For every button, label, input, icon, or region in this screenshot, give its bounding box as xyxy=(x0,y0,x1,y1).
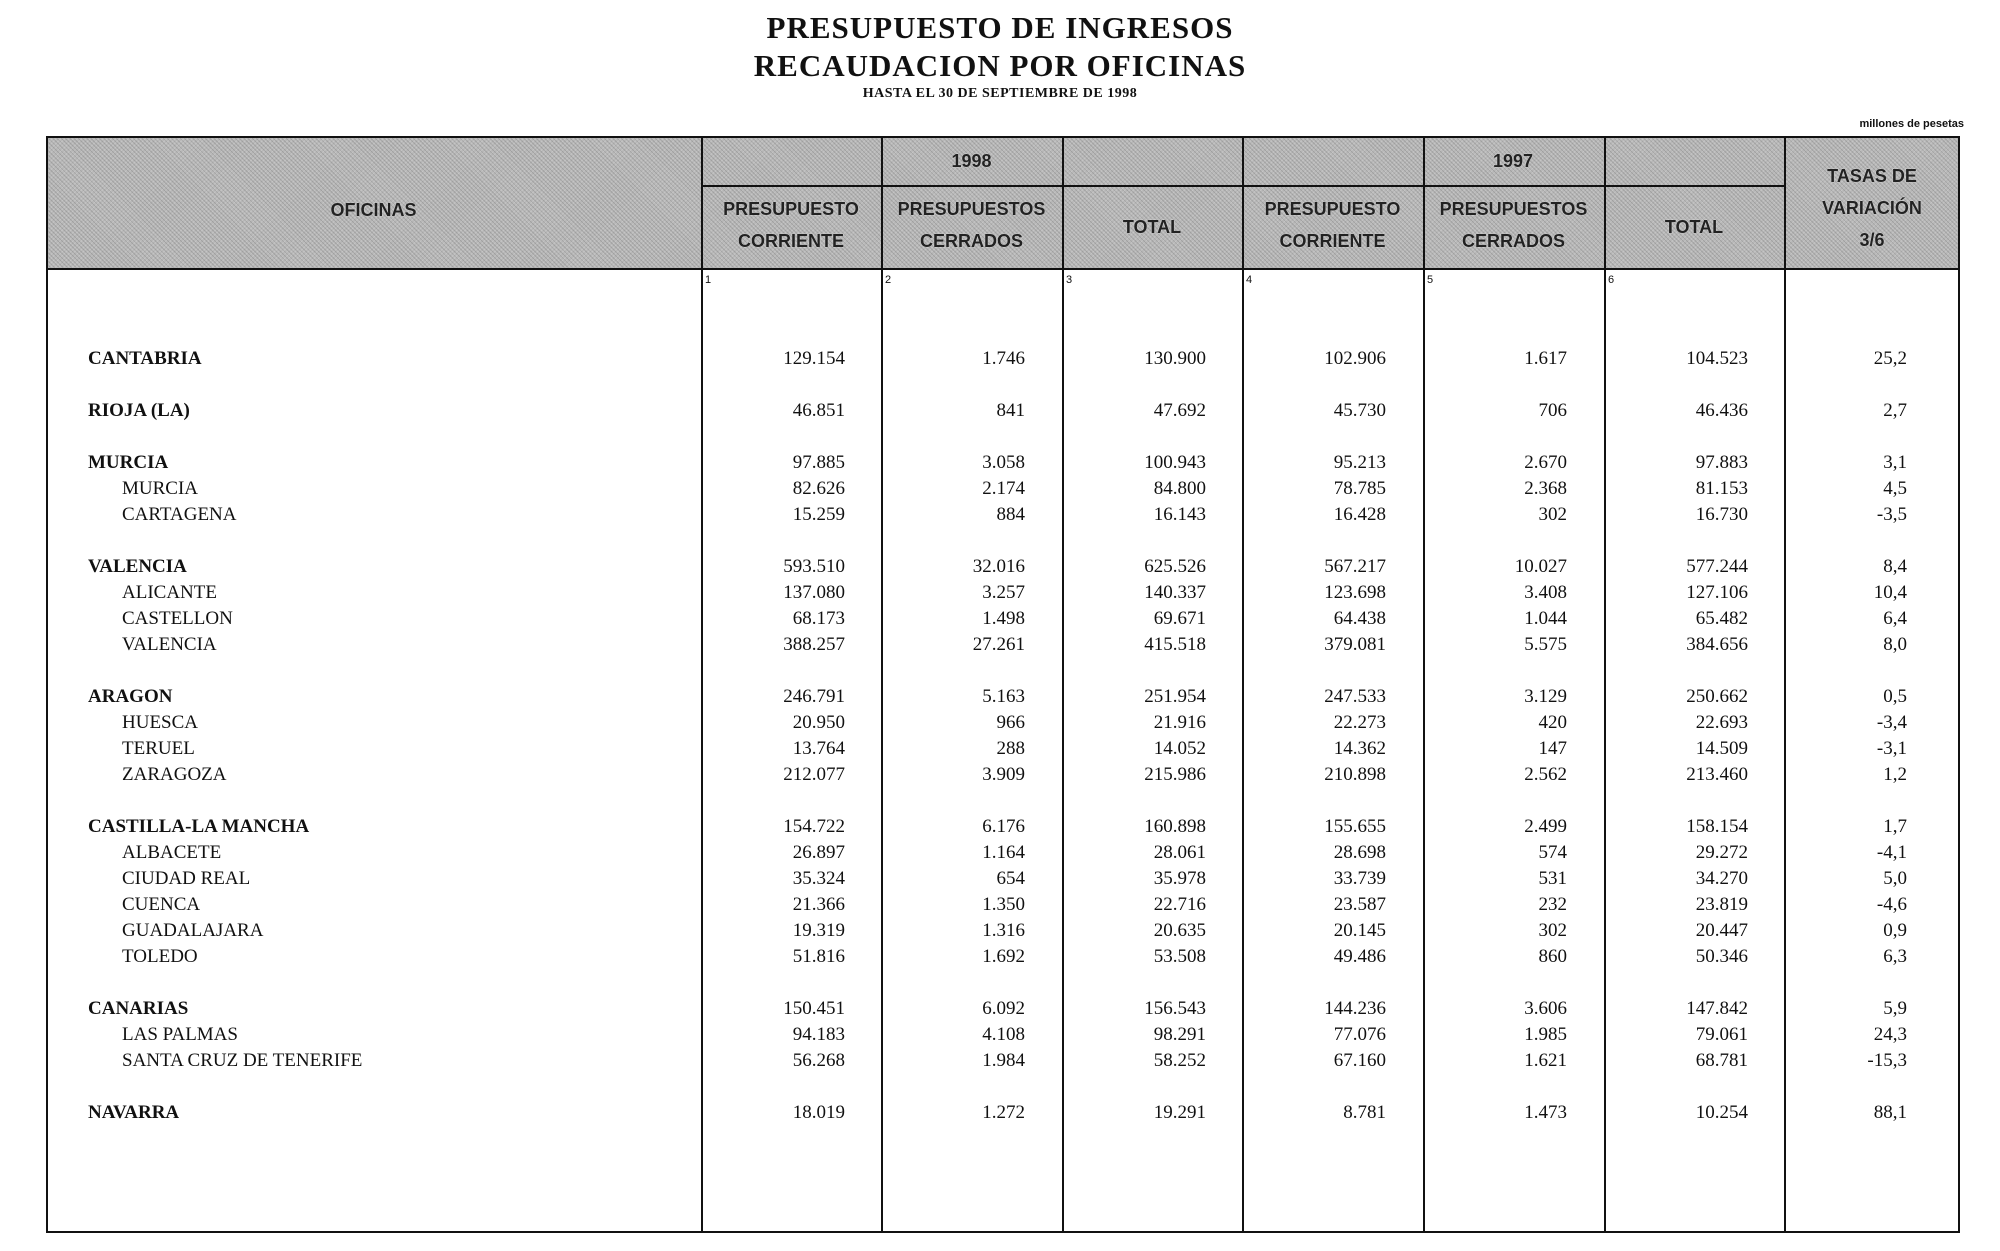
cell-pres-corriente-1997: 123.698 xyxy=(1324,582,1386,603)
cell-tasa-variacion: 6,4 xyxy=(1883,608,1907,629)
cell-tasa-variacion: 88,1 xyxy=(1873,1102,1907,1123)
cell-tasa-variacion: 1,2 xyxy=(1883,764,1907,785)
table-row-group xyxy=(0,996,2000,1022)
cell-tasa-variacion: 5,0 xyxy=(1883,868,1907,889)
cell-pres-corriente-1997: 210.898 xyxy=(1324,764,1386,785)
cell-pres-corriente-1998: 94.183 xyxy=(792,1024,845,1045)
cell-tasa-variacion: 10,4 xyxy=(1873,582,1907,603)
office-name: LAS PALMAS xyxy=(122,1024,238,1045)
cell-total-1997: 22.693 xyxy=(1695,712,1748,733)
office-name: TOLEDO xyxy=(122,946,198,967)
table-row xyxy=(0,710,2000,736)
office-name: MURCIA xyxy=(88,452,169,473)
cell-pres-corriente-1997: 247.533 xyxy=(1324,686,1386,707)
office-name: CIUDAD REAL xyxy=(122,868,251,889)
cell-total-1997: 97.883 xyxy=(1695,452,1748,473)
cell-pres-corriente-1997: 23.587 xyxy=(1333,894,1386,915)
cell-pres-corriente-1998: 137.080 xyxy=(783,582,845,603)
cell-total-1997: 81.153 xyxy=(1695,478,1748,499)
cell-pres-corriente-1998: 51.816 xyxy=(792,946,845,967)
cell-pres-corriente-1997: 8.781 xyxy=(1343,1102,1386,1123)
cell-pres-corriente-1997: 379.081 xyxy=(1324,634,1386,655)
cell-total-1997: 14.509 xyxy=(1695,738,1748,759)
cell-total-1998: 415.518 xyxy=(1144,634,1206,655)
office-name: CANTABRIA xyxy=(88,348,202,369)
cell-pres-corriente-1997: 67.160 xyxy=(1333,1050,1386,1071)
header-line: 3/6 xyxy=(1859,230,1885,250)
table-row xyxy=(0,866,2000,892)
cell-pres-corriente-1998: 15.259 xyxy=(792,504,845,525)
cell-tasa-variacion: 8,4 xyxy=(1883,556,1907,577)
header-line: CERRADOS xyxy=(919,231,1023,251)
cell-pres-corriente-1997: 22.273 xyxy=(1333,712,1386,733)
cell-tasa-variacion: 4,5 xyxy=(1883,478,1907,499)
cell-pres-corriente-1998: 388.257 xyxy=(783,634,845,655)
cell-pres-corriente-1998: 26.897 xyxy=(792,842,845,863)
header-pres-corriente-1997 xyxy=(1242,193,1423,257)
table-row-group xyxy=(0,554,2000,580)
cell-pres-cerrados-1997: 1.617 xyxy=(1524,348,1567,369)
office-name: HUESCA xyxy=(122,712,199,733)
cell-pres-cerrados-1997: 302 xyxy=(1538,920,1567,941)
col-number: 6 xyxy=(1608,274,1615,286)
cell-pres-cerrados-1997: 3.408 xyxy=(1524,582,1567,603)
cell-total-1997: 384.656 xyxy=(1686,634,1748,655)
cell-total-1997: 29.272 xyxy=(1695,842,1748,863)
cell-pres-cerrados-1997: 5.575 xyxy=(1524,634,1567,655)
cell-tasa-variacion: 1,7 xyxy=(1883,816,1907,837)
cell-total-1998: 28.061 xyxy=(1153,842,1206,863)
cell-pres-corriente-1998: 129.154 xyxy=(783,348,845,369)
cell-pres-cerrados-1998: 32.016 xyxy=(972,556,1025,577)
cell-pres-cerrados-1998: 5.163 xyxy=(982,686,1025,707)
office-name: NAVARRA xyxy=(88,1102,180,1123)
cell-total-1997: 50.346 xyxy=(1695,946,1748,967)
cell-pres-corriente-1997: 102.906 xyxy=(1324,348,1386,369)
cell-pres-cerrados-1998: 1.746 xyxy=(982,348,1025,369)
cell-pres-cerrados-1998: 1.350 xyxy=(982,894,1025,915)
cell-tasa-variacion: -3,4 xyxy=(1876,712,1907,733)
cell-pres-cerrados-1998: 1.692 xyxy=(982,946,1025,967)
cell-pres-cerrados-1998: 6.092 xyxy=(982,998,1025,1019)
cell-pres-cerrados-1997: 1.044 xyxy=(1524,608,1567,629)
cell-total-1998: 69.671 xyxy=(1153,608,1206,629)
cell-pres-corriente-1998: 19.319 xyxy=(792,920,845,941)
cell-pres-cerrados-1997: 147 xyxy=(1538,738,1567,759)
header-tasas-variacion xyxy=(1784,160,1960,256)
cell-pres-cerrados-1997: 2.368 xyxy=(1524,478,1567,499)
office-name: CARTAGENA xyxy=(122,504,237,525)
cell-pres-corriente-1998: 68.173 xyxy=(792,608,845,629)
table-row xyxy=(0,476,2000,502)
cell-pres-cerrados-1997: 574 xyxy=(1538,842,1567,863)
cell-pres-cerrados-1997: 302 xyxy=(1538,504,1567,525)
cell-pres-cerrados-1997: 3.129 xyxy=(1524,686,1567,707)
cell-pres-cerrados-1997: 2.670 xyxy=(1524,452,1567,473)
cell-total-1997: 127.106 xyxy=(1686,582,1748,603)
cell-pres-cerrados-1997: 232 xyxy=(1538,894,1567,915)
cell-tasa-variacion: 24,3 xyxy=(1873,1024,1907,1045)
cell-pres-corriente-1997: 45.730 xyxy=(1333,400,1386,421)
header-line: TASAS DE xyxy=(1827,166,1917,186)
table-row-group xyxy=(0,814,2000,840)
cell-total-1998: 19.291 xyxy=(1153,1102,1206,1123)
cell-pres-cerrados-1997: 1.985 xyxy=(1524,1024,1567,1045)
cell-pres-cerrados-1998: 3.058 xyxy=(982,452,1025,473)
cell-pres-cerrados-1998: 1.498 xyxy=(982,608,1025,629)
col-number: 2 xyxy=(885,274,892,286)
cell-pres-corriente-1997: 64.438 xyxy=(1333,608,1386,629)
office-name: RIOJA (LA) xyxy=(88,400,190,421)
cell-total-1998: 215.986 xyxy=(1144,764,1206,785)
cell-pres-corriente-1998: 593.510 xyxy=(783,556,845,577)
office-name: CANARIAS xyxy=(88,998,189,1019)
cell-pres-corriente-1997: 28.698 xyxy=(1333,842,1386,863)
header-pres-corriente-1998 xyxy=(701,193,881,257)
cell-total-1997: 104.523 xyxy=(1686,348,1748,369)
cell-total-1998: 98.291 xyxy=(1153,1024,1206,1045)
cell-tasa-variacion: 0,9 xyxy=(1883,920,1907,941)
cell-pres-corriente-1998: 212.077 xyxy=(783,764,845,785)
office-name: MURCIA xyxy=(122,478,199,499)
cell-pres-corriente-1998: 246.791 xyxy=(783,686,845,707)
cell-pres-corriente-1997: 16.428 xyxy=(1333,504,1386,525)
cell-pres-corriente-1997: 95.213 xyxy=(1333,452,1386,473)
cell-pres-cerrados-1998: 27.261 xyxy=(972,634,1025,655)
header-line: PRESUPUESTOS xyxy=(897,199,1046,219)
cell-total-1998: 22.716 xyxy=(1153,894,1206,915)
header-line: CORRIENTE xyxy=(1279,231,1386,251)
cell-total-1998: 14.052 xyxy=(1153,738,1206,759)
table-row xyxy=(0,502,2000,528)
cell-pres-cerrados-1997: 2.562 xyxy=(1524,764,1567,785)
header-total-1997: TOTAL xyxy=(1664,217,1724,237)
office-name: ZARAGOZA xyxy=(122,764,227,785)
cell-total-1998: 84.800 xyxy=(1153,478,1206,499)
cell-total-1998: 47.692 xyxy=(1153,400,1206,421)
cell-tasa-variacion: 0,5 xyxy=(1883,686,1907,707)
table-row-group xyxy=(0,398,2000,424)
header-pres-cerrados-1997 xyxy=(1423,193,1604,257)
cell-pres-cerrados-1997: 1.621 xyxy=(1524,1050,1567,1071)
table-row-group xyxy=(0,684,2000,710)
cell-pres-corriente-1998: 35.324 xyxy=(792,868,845,889)
cell-pres-corriente-1998: 13.764 xyxy=(792,738,845,759)
cell-total-1997: 79.061 xyxy=(1695,1024,1748,1045)
cell-total-1997: 46.436 xyxy=(1695,400,1748,421)
cell-total-1997: 65.482 xyxy=(1695,608,1748,629)
cell-pres-cerrados-1997: 860 xyxy=(1538,946,1567,967)
office-name: TERUEL xyxy=(122,738,195,759)
cell-pres-cerrados-1997: 420 xyxy=(1538,712,1567,733)
report-date: HASTA EL 30 DE SEPTIEMBRE DE 1998 xyxy=(862,86,1138,101)
cell-total-1998: 20.635 xyxy=(1153,920,1206,941)
cell-total-1997: 158.154 xyxy=(1686,816,1748,837)
table-row xyxy=(0,632,2000,658)
header-pres-cerrados-1998 xyxy=(881,193,1062,257)
cell-pres-cerrados-1997: 706 xyxy=(1538,400,1567,421)
cell-total-1997: 577.244 xyxy=(1686,556,1748,577)
report-subtitle: RECAUDACION POR OFICINAS xyxy=(753,48,1247,83)
cell-pres-corriente-1998: 56.268 xyxy=(792,1050,845,1071)
cell-total-1998: 140.337 xyxy=(1144,582,1206,603)
cell-pres-cerrados-1998: 1.984 xyxy=(982,1050,1025,1071)
units-note: millones de pesetas xyxy=(1859,118,1964,130)
cell-total-1998: 58.252 xyxy=(1153,1050,1206,1071)
cell-tasa-variacion: -3,1 xyxy=(1876,738,1907,759)
cell-total-1997: 16.730 xyxy=(1695,504,1748,525)
cell-pres-cerrados-1998: 1.272 xyxy=(982,1102,1025,1123)
cell-total-1998: 16.143 xyxy=(1153,504,1206,525)
col-number: 1 xyxy=(705,274,712,286)
table-row xyxy=(0,944,2000,970)
cell-tasa-variacion: -3,5 xyxy=(1876,504,1907,525)
cell-tasa-variacion: 3,1 xyxy=(1883,452,1907,473)
cell-pres-cerrados-1998: 1.316 xyxy=(982,920,1025,941)
cell-pres-corriente-1997: 567.217 xyxy=(1324,556,1386,577)
office-name: ALBACETE xyxy=(122,842,222,863)
cell-pres-corriente-1998: 150.451 xyxy=(783,998,845,1019)
cell-total-1997: 147.842 xyxy=(1686,998,1748,1019)
cell-total-1997: 250.662 xyxy=(1686,686,1748,707)
cell-total-1998: 251.954 xyxy=(1144,686,1206,707)
header-year-1998: 1998 xyxy=(951,151,992,171)
table-row xyxy=(0,606,2000,632)
table-row xyxy=(0,1022,2000,1048)
cell-total-1998: 130.900 xyxy=(1144,348,1206,369)
table-row xyxy=(0,580,2000,606)
cell-pres-corriente-1997: 77.076 xyxy=(1333,1024,1386,1045)
cell-total-1997: 34.270 xyxy=(1695,868,1748,889)
cell-pres-corriente-1997: 14.362 xyxy=(1333,738,1386,759)
cell-pres-cerrados-1997: 531 xyxy=(1538,868,1567,889)
table-row xyxy=(0,918,2000,944)
cell-total-1998: 625.526 xyxy=(1144,556,1206,577)
cell-pres-corriente-1997: 78.785 xyxy=(1333,478,1386,499)
cell-tasa-variacion: 6,3 xyxy=(1883,946,1907,967)
cell-pres-cerrados-1998: 4.108 xyxy=(982,1024,1025,1045)
header-oficinas: OFICINAS xyxy=(330,200,417,220)
cell-tasa-variacion: 8,0 xyxy=(1883,634,1907,655)
table-row xyxy=(0,736,2000,762)
header-line: CERRADOS xyxy=(1461,231,1565,251)
cell-pres-corriente-1997: 144.236 xyxy=(1324,998,1386,1019)
cell-pres-corriente-1998: 21.366 xyxy=(792,894,845,915)
col-number: 3 xyxy=(1066,274,1073,286)
office-name: ARAGON xyxy=(88,686,173,707)
cell-pres-corriente-1998: 154.722 xyxy=(783,816,845,837)
cell-total-1997: 68.781 xyxy=(1695,1050,1748,1071)
cell-pres-cerrados-1997: 10.027 xyxy=(1514,556,1567,577)
cell-total-1998: 160.898 xyxy=(1144,816,1206,837)
table-row xyxy=(0,762,2000,788)
col-number: 4 xyxy=(1246,274,1253,286)
table-row-group xyxy=(0,1100,2000,1126)
table-row-group xyxy=(0,450,2000,476)
cell-pres-cerrados-1997: 3.606 xyxy=(1524,998,1567,1019)
cell-total-1997: 20.447 xyxy=(1695,920,1748,941)
table-row-group xyxy=(0,346,2000,372)
cell-total-1998: 53.508 xyxy=(1153,946,1206,967)
col-number: 5 xyxy=(1427,274,1434,286)
table-row xyxy=(0,892,2000,918)
cell-total-1998: 100.943 xyxy=(1144,452,1206,473)
cell-pres-corriente-1998: 46.851 xyxy=(792,400,845,421)
cell-pres-cerrados-1997: 1.473 xyxy=(1524,1102,1567,1123)
cell-pres-cerrados-1998: 654 xyxy=(996,868,1025,889)
cell-pres-cerrados-1998: 966 xyxy=(996,712,1025,733)
cell-tasa-variacion: 2,7 xyxy=(1883,400,1907,421)
cell-tasa-variacion: -15,3 xyxy=(1867,1050,1907,1071)
header-year-1997: 1997 xyxy=(1492,151,1534,171)
cell-total-1998: 156.543 xyxy=(1144,998,1206,1019)
cell-pres-cerrados-1998: 884 xyxy=(996,504,1025,525)
cell-total-1997: 23.819 xyxy=(1695,894,1748,915)
cell-pres-cerrados-1998: 2.174 xyxy=(982,478,1025,499)
year-divider xyxy=(701,185,1784,187)
office-name: SANTA CRUZ DE TENERIFE xyxy=(122,1050,363,1071)
office-name: CUENCA xyxy=(122,894,201,915)
cell-pres-corriente-1998: 18.019 xyxy=(792,1102,845,1123)
cell-tasa-variacion: 25,2 xyxy=(1873,348,1907,369)
cell-total-1997: 10.254 xyxy=(1695,1102,1748,1123)
cell-pres-corriente-1998: 82.626 xyxy=(792,478,845,499)
table-row xyxy=(0,1048,2000,1074)
cell-total-1998: 21.916 xyxy=(1153,712,1206,733)
office-name: VALENCIA xyxy=(122,634,217,655)
cell-tasa-variacion: -4,6 xyxy=(1876,894,1907,915)
cell-pres-cerrados-1998: 6.176 xyxy=(982,816,1025,837)
cell-pres-cerrados-1997: 2.499 xyxy=(1524,816,1567,837)
cell-tasa-variacion: -4,1 xyxy=(1876,842,1907,863)
cell-pres-cerrados-1998: 1.164 xyxy=(982,842,1025,863)
cell-pres-cerrados-1998: 288 xyxy=(996,738,1025,759)
cell-pres-cerrados-1998: 3.257 xyxy=(982,582,1025,603)
office-name: CASTELLON xyxy=(122,608,233,629)
office-name: GUADALAJARA xyxy=(122,920,264,941)
cell-pres-corriente-1997: 49.486 xyxy=(1333,946,1386,967)
header-line: VARIACIÓN xyxy=(1822,198,1922,218)
cell-pres-cerrados-1998: 841 xyxy=(996,400,1025,421)
report-title: PRESUPUESTO DE INGRESOS xyxy=(766,10,1234,45)
office-name: CASTILLA-LA MANCHA xyxy=(88,816,310,837)
office-name: VALENCIA xyxy=(88,556,187,577)
cell-pres-corriente-1997: 33.739 xyxy=(1333,868,1386,889)
header-line: PRESUPUESTO xyxy=(1264,199,1401,219)
header-line: CORRIENTE xyxy=(737,231,844,251)
table-row xyxy=(0,840,2000,866)
cell-total-1997: 213.460 xyxy=(1686,764,1748,785)
header-line: PRESUPUESTOS xyxy=(1439,199,1588,219)
cell-total-1998: 35.978 xyxy=(1153,868,1206,889)
header-line: PRESUPUESTO xyxy=(723,199,859,219)
header-total-1998: TOTAL xyxy=(1122,217,1182,237)
cell-pres-corriente-1997: 20.145 xyxy=(1333,920,1386,941)
cell-tasa-variacion: 5,9 xyxy=(1883,998,1907,1019)
office-name: ALICANTE xyxy=(122,582,217,603)
cell-pres-cerrados-1998: 3.909 xyxy=(982,764,1025,785)
cell-pres-corriente-1998: 97.885 xyxy=(792,452,845,473)
cell-pres-corriente-1997: 155.655 xyxy=(1324,816,1386,837)
cell-pres-corriente-1998: 20.950 xyxy=(792,712,845,733)
